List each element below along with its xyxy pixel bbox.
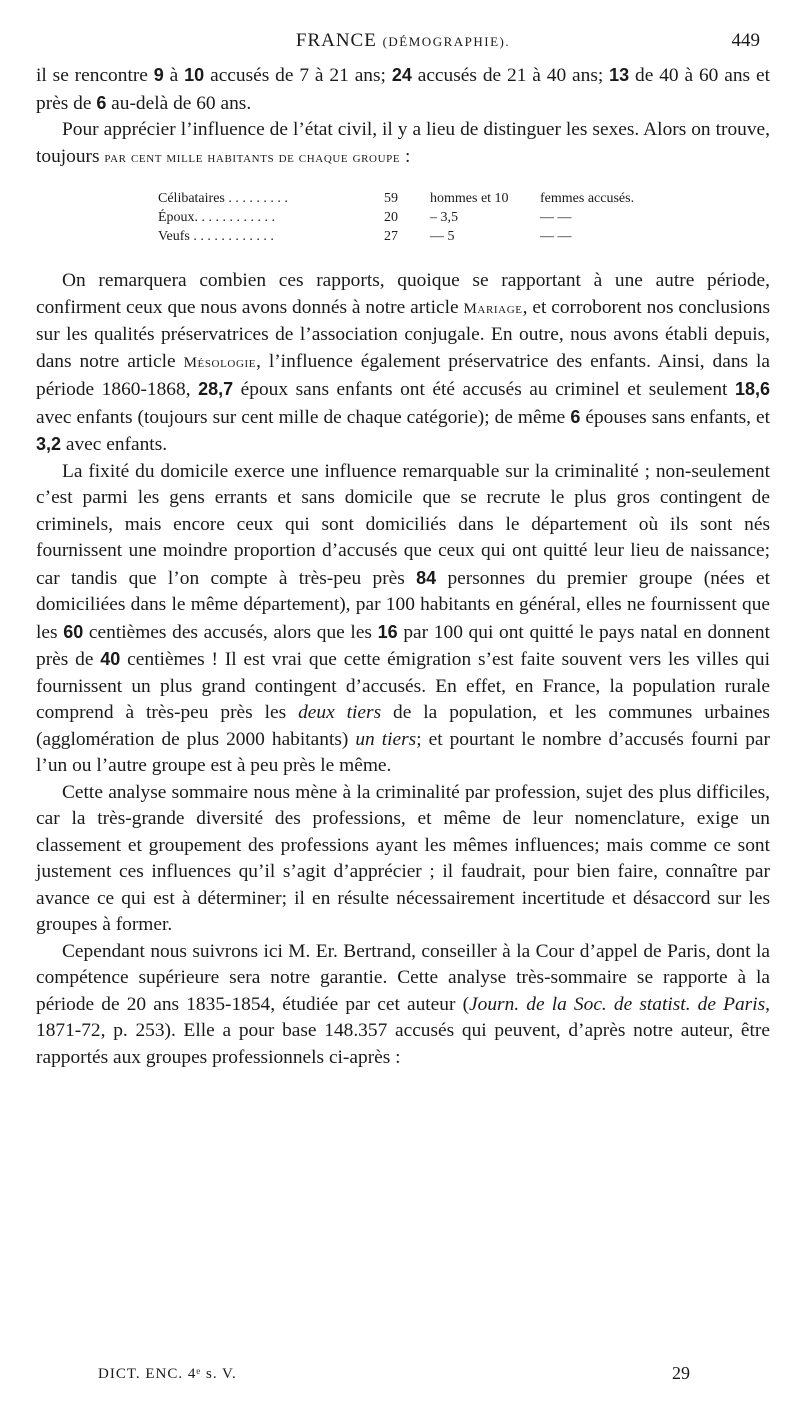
footer-signature: DICT. ENC. 4ᵉ s. V. xyxy=(98,1366,237,1382)
table-row xyxy=(158,208,770,227)
text-run: il se rencontre xyxy=(36,65,154,86)
paragraph-6 xyxy=(36,939,770,1072)
row-value: — 5 xyxy=(430,229,455,244)
italic-text: un tiers xyxy=(355,728,417,750)
small-caps-text: Mariage xyxy=(463,300,523,317)
small-caps-text: Mésologie xyxy=(183,354,257,371)
text-run: , l’influence également préservatrice des enfants. Ainsi, dans la période 1860-1868, xyxy=(36,350,770,400)
running-header xyxy=(36,30,770,56)
row-value: femmes accusés. xyxy=(540,191,635,206)
bold-figure: 6 xyxy=(96,92,107,113)
text-run: époux sans enfants ont été accusés au criminel et seulement xyxy=(233,379,735,400)
row-value: 59 xyxy=(384,191,398,206)
bold-figure: 10 xyxy=(184,65,205,85)
table-row xyxy=(158,189,770,208)
row-value: hommes et 10 xyxy=(430,191,509,206)
paragraph-3 xyxy=(36,268,770,459)
italic-text: deux tiers xyxy=(298,702,382,723)
paragraph-2 xyxy=(36,117,770,171)
bold-figure: 13 xyxy=(609,65,630,85)
header-title-sub: (DÉMOGRAPHIE). xyxy=(382,34,511,49)
text-run: épouses sans enfants, et xyxy=(580,406,771,428)
row-label: Veufs . . . . . . . . . . . . xyxy=(158,229,274,244)
table-row xyxy=(158,227,770,246)
bold-figure: 28,7 xyxy=(198,379,234,399)
bold-figure: 3,2 xyxy=(36,434,62,454)
footer-sheet-number: 29 xyxy=(672,1363,690,1383)
italic-text: Journ. de la Soc. de statist. de Paris xyxy=(469,993,766,1015)
row-value: 27 xyxy=(384,229,398,244)
row-label: Célibataires . . . . . . . . . xyxy=(158,191,288,206)
page-number: 449 xyxy=(731,30,760,51)
header-title xyxy=(36,30,770,52)
row-value: 20 xyxy=(384,210,398,225)
row-value: — — xyxy=(540,210,572,225)
text-run: accusés de 21 à 40 ans; xyxy=(411,65,610,86)
text-run: par 100 qui ont quitté le pays natal en donnent près de xyxy=(36,621,770,670)
text-run: : xyxy=(400,145,411,167)
text-run: de la population, et les communes urbaines (agglomération de plus 2000 habitants) xyxy=(36,702,770,750)
text-run: Cette analyse sommaire nous mène à la criminalité par profession, sujet des plus difficiles, car la très-grande diversité des professions, et même de leur nomenclature, exige un classement et groupement des professions ayant les mêmes influences; mais comme ce sont justement ces influences qu’il s’agit d’apprécier ; il faudrait, pour bien faire, connaître par avance ce qui est à déterminer; il en résulte nécessairement incertitude et désaccord sur les groupes à former. xyxy=(36,781,770,935)
row-value: — — xyxy=(540,229,572,244)
text-run: centièmes ! Il est vrai que cette émigration s’est faite souvent vers les villes qui fournissent un plus grand contingent d’accusés. En effet, en France, la population rurale comprend à très-peu près les xyxy=(36,649,770,723)
paragraph-5 xyxy=(36,780,770,939)
text-run: ; et pourtant le nombre d’accusés fourni par l’un ou l’autre groupe est à peu près le même. xyxy=(36,728,770,776)
bold-figure: 18,6 xyxy=(734,379,770,399)
bold-figure: 9 xyxy=(153,65,164,85)
small-caps-text: par cent mille habitants de chaque groupe xyxy=(104,149,401,166)
bold-figure: 24 xyxy=(391,65,412,85)
text-run: de 40 à 60 ans et près de xyxy=(36,65,770,114)
text-run: à xyxy=(163,65,185,86)
bold-figure: 16 xyxy=(377,621,398,642)
header-title-main: FRANCE xyxy=(295,30,377,51)
row-label: Époux. . . . . . . . . . . . xyxy=(158,210,276,225)
text-run: avec enfants (toujours sur cent mille de chaque catégorie); de même xyxy=(36,406,571,428)
text-run: avec enfants. xyxy=(61,434,168,455)
text-run: La fixité du domicile exerce une influence remarquable sur la criminalité ; non-seulement c’est parmi les gens errants et sans domicile que se recrute le plus gros contingent de criminels, mais encore ceux qui sont domiciliés dans le département où ils sont nés fournissent une moindre proportion d’accusés que ceux qui ont quitté leur lieu de naissance; car tandis que l’on compte à très-peu près xyxy=(36,460,770,589)
body-text xyxy=(36,62,770,1071)
text-run: personnes du premier groupe (nées et domiciliées dans le même département), par 100 habitants en général, elles ne fournissent que les xyxy=(36,567,770,643)
text-run: au-delà de 60 ans. xyxy=(106,92,252,114)
bold-figure: 84 xyxy=(416,567,437,588)
bold-figure: 40 xyxy=(100,649,121,669)
paragraph-4 xyxy=(36,459,770,780)
paragraph-1 xyxy=(36,62,770,117)
text-run: On remarquera combien ces rapports, quoique se rapportant à une autre période, confirment ceux que nous avons donnés à notre article xyxy=(36,270,770,318)
bold-figure: 60 xyxy=(63,621,84,642)
bold-figure: 6 xyxy=(570,406,581,427)
text-run: Pour apprécier l’influence de l’état civil, il y a lieu de distinguer les sexes. Alors on trouve, toujours xyxy=(36,119,770,167)
text-run: accusés de 7 à 21 ans; xyxy=(204,65,392,86)
text-run: centièmes des accusés, alors que les xyxy=(83,621,378,643)
text-run: , 1871-72, p. 253). Elle a pour base 148.357 accusés qui peuvent, d’après notre auteur, être rapportés aux groupes professionnels ci-après : xyxy=(36,993,770,1068)
text-run: Cependant nous suivrons ici M. Er. Bertrand, conseiller à la Cour d’appel de Paris, dont la compétence supérieure sera notre garantie. Cette analyse très-sommaire se rapporte à la période de 20 ans 1835-1854, étudiée par cet auteur ( xyxy=(36,940,770,1015)
row-value: – 3,5 xyxy=(430,210,458,225)
text-run: , et corroborent nos conclusions sur les qualités préservatrices de l’association conjugale. En outre, nous avons établi depuis, dans notre article xyxy=(36,296,770,372)
civil-status-table xyxy=(158,189,770,246)
